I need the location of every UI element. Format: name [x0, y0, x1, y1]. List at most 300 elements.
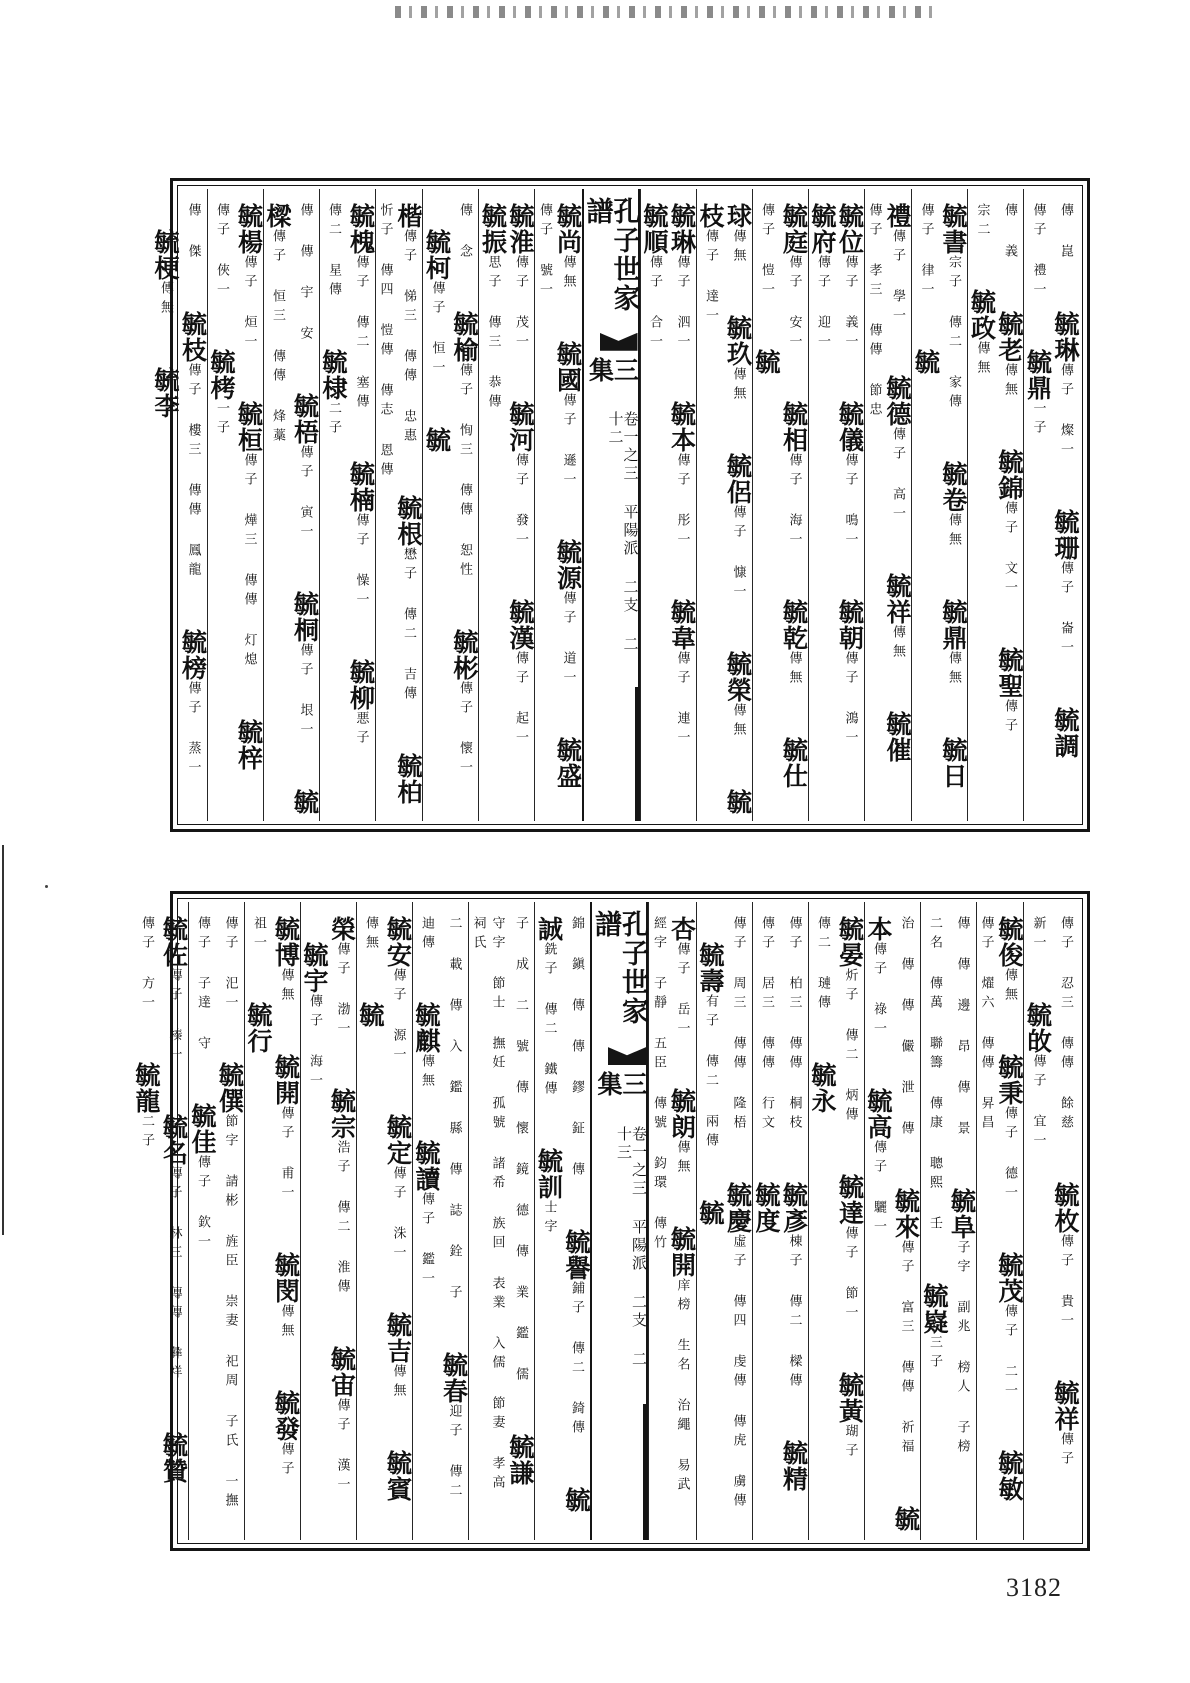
spine-info: 卷一之三 平陽派 二支 二十三: [615, 1126, 648, 1370]
lineage-note: 鏡: [513, 1162, 528, 1181]
lineage-note: 燦一: [1058, 423, 1073, 461]
lineage-note: 恂三: [457, 423, 472, 461]
lineage-note: 達一: [703, 289, 718, 327]
lineage-note: 傳子: [871, 942, 886, 980]
person-name: 毓永: [808, 1062, 837, 1114]
lineage-note: 泗一: [674, 315, 690, 353]
lineage-note: 傳: [1058, 203, 1073, 222]
lineage-note: 傳無: [674, 1140, 690, 1178]
entry-column: [648, 902, 696, 1540]
person-name: 毓吉: [383, 1312, 413, 1364]
lineage-note: 炘子: [842, 968, 858, 1006]
lineage-note: 傳子: [457, 681, 472, 719]
person-name: 毓黃: [835, 1372, 865, 1424]
lineage-note: 傳: [446, 1162, 462, 1181]
entry-column: [375, 189, 423, 821]
lineage-note: 傳: [569, 1162, 584, 1181]
person-name: 毓桐: [290, 591, 320, 643]
lineage-note: 新一: [1030, 916, 1046, 954]
lineage-note: 鐵傳: [541, 1062, 557, 1100]
lineage-note: 迎子: [446, 1404, 462, 1442]
lineage-note: 傳子: [390, 968, 406, 1006]
entry-grid-bottom: [132, 902, 1080, 1540]
entry-column: [412, 902, 468, 1540]
lineage-note: 忠惠: [401, 409, 416, 447]
lineage-note: 傳子: [842, 651, 858, 689]
person-name: 毓壽: [696, 942, 725, 994]
entry-column: [1023, 902, 1079, 1540]
lineage-note: 悪子: [353, 711, 369, 749]
lineage-note: 浩子: [334, 1140, 350, 1178]
lineage-note: 垠一: [297, 703, 313, 741]
lineage-note: 傳傳: [401, 349, 416, 387]
lineage-note: 庠榜: [674, 1278, 690, 1316]
person-name: 毓佳: [188, 1103, 217, 1155]
lineage-note: 傳子: [1002, 699, 1017, 737]
person-name: 楷: [394, 203, 423, 229]
lineage-note: 宗子: [946, 255, 961, 293]
lineage-note: 昇昌: [978, 1096, 994, 1134]
lineage-note: 傳子: [185, 363, 201, 401]
lineage-note: 聯籌: [927, 1036, 942, 1074]
lineage-note: 塞傳: [353, 375, 369, 413]
lineage-note: 三子: [927, 1335, 942, 1373]
lineage-note: 傳子: [674, 255, 690, 293]
lineage-note: 傳傳: [457, 483, 472, 521]
lineage-note: 傳子: [334, 1398, 350, 1436]
lineage-note: 懋子: [401, 547, 416, 585]
lineage-note: 傳子: [139, 916, 154, 954]
lineage-note: 周三: [730, 976, 746, 1014]
lineage-note: 恒一: [429, 341, 445, 379]
lineage-note: 儼: [898, 1039, 914, 1058]
lineage-note: 節一: [842, 1286, 858, 1324]
lineage-note: 傳子: [560, 393, 576, 431]
lineage-note: 傳子: [429, 281, 445, 319]
person-name: 毓嶷: [920, 1283, 949, 1335]
lineage-note: 傳子: [703, 229, 718, 267]
person-name: 毓茂: [995, 1252, 1024, 1304]
spine-rule: [635, 687, 638, 821]
lineage-note: 鉦: [569, 1121, 584, 1140]
entry-column: [967, 189, 1023, 821]
lineage-note: 炳傳: [842, 1088, 858, 1126]
person-name: 毓日: [939, 737, 968, 789]
page-number: 3182: [1006, 1573, 1062, 1602]
entry-column: [696, 902, 752, 1540]
person-name: 毓府: [808, 203, 837, 255]
entry-column: [207, 189, 263, 821]
lineage-note: 傳子: [786, 255, 802, 293]
person-name: 毓枚: [1051, 1182, 1080, 1234]
lineage-note: 棟子: [786, 1234, 802, 1272]
lineage-note: 號一: [537, 263, 552, 301]
person-name: 毓行: [244, 1002, 273, 1054]
lineage-note: 傳無: [730, 229, 746, 267]
lineage-note: 傳子: [898, 1240, 914, 1278]
lineage-note: 傳無: [278, 968, 294, 1006]
person-name: 毓河: [506, 401, 535, 453]
lineage-note: 傳子: [1058, 363, 1073, 401]
lineage-note: 節字: [222, 1114, 238, 1152]
person-name: 毓振: [478, 203, 508, 255]
lineage-note: 傳子: [1030, 1054, 1046, 1092]
lineage-note: 請彬: [222, 1174, 238, 1212]
lineage-note: 傳: [569, 1039, 584, 1058]
lineage-note: 合一: [647, 315, 662, 353]
lineage-note: 傳子: [334, 942, 350, 980]
lineage-note: 傳子: [730, 916, 746, 954]
lineage-note: 生名: [674, 1338, 690, 1376]
person-name: 毓榮: [723, 651, 753, 703]
lineage-note: 迪傳: [419, 916, 434, 954]
person-name: 毓榜: [178, 629, 208, 681]
lineage-note: 傳: [898, 1121, 914, 1140]
lineage-note: 傳傳: [185, 483, 201, 521]
lineage-note: 傳子: [513, 651, 528, 689]
lineage-note: 傳: [457, 203, 472, 222]
lineage-note: 子: [513, 916, 528, 935]
person-name: 毓開: [667, 1226, 697, 1278]
lineage-note: 傳無: [1002, 968, 1017, 1006]
entry-column: [263, 189, 319, 821]
person-name: 毓麒: [412, 1002, 441, 1054]
lineage-note: 傳子: [786, 453, 802, 491]
lineage-note: 旌臣: [222, 1234, 238, 1272]
person-name: 毓本: [667, 401, 697, 453]
lineage-note: 傳無: [730, 367, 746, 405]
lineage-note: 恒三: [270, 289, 285, 327]
lineage-note: 俠一: [214, 263, 229, 301]
lineage-note: 傳子: [241, 255, 257, 293]
lineage-note: 誌: [446, 1203, 462, 1222]
lineage-note: 傳傳: [898, 1360, 914, 1398]
lineage-note: 海一: [307, 1054, 322, 1092]
lineage-note: 隆梧: [730, 1096, 746, 1134]
entry-column: [1023, 189, 1079, 821]
lineage-note: 傳虎: [730, 1414, 746, 1452]
lineage-note: 傳二: [326, 203, 341, 241]
person-name: 毓晏: [835, 916, 865, 968]
lineage-note: 成: [513, 957, 528, 976]
person-name: 球: [723, 203, 753, 229]
person-name: 毓卷: [939, 461, 968, 513]
lineage-note: 汜一: [222, 976, 238, 1014]
lineage-note: 傳子: [513, 255, 528, 293]
lineage-note: 燁三: [241, 513, 257, 551]
lineage-note: 傳子: [1030, 203, 1046, 241]
lineage-note: 傳子: [815, 255, 830, 293]
lineage-note: 學一: [890, 289, 905, 327]
lineage-note: 傳: [898, 957, 914, 976]
lineage-note: 淮傳: [334, 1260, 350, 1298]
person-name: 禮: [883, 203, 912, 229]
lineage-note: 林三: [166, 1226, 182, 1264]
lineage-note: 傳: [297, 203, 313, 222]
lineage-note: 傳子: [390, 1166, 406, 1204]
entry-column: [808, 189, 864, 821]
fishtail-mark-icon: [600, 333, 638, 351]
person-name: 毓朝: [835, 599, 865, 651]
person-name: 毓玖: [723, 315, 753, 367]
lineage-note: 恕性: [457, 543, 472, 581]
lineage-note: 傳子: [278, 1442, 294, 1480]
person-name: 毓榆: [450, 311, 479, 363]
lineage-note: 治: [898, 916, 914, 935]
lineage-note: 居三: [759, 976, 774, 1014]
lineage-note: 鑑一: [419, 1252, 434, 1290]
lineage-note: 虛子: [730, 1234, 746, 1272]
person-name: 毓: [696, 1200, 725, 1226]
lineage-note: 傳子: [195, 916, 210, 954]
person-name: 毓高: [864, 1088, 893, 1140]
spine-title: 孔子世家譜: [590, 910, 648, 1026]
lineage-note: 入儒: [489, 1336, 505, 1374]
lineage-note: 傳子: [307, 994, 322, 1032]
lineage-note: 傳子: [1002, 1106, 1017, 1144]
lineage-note: 鑑: [446, 1080, 462, 1099]
lineage-note: 二子: [139, 1114, 154, 1152]
lineage-note: 入: [446, 1039, 462, 1058]
lineage-note: 安一: [786, 315, 802, 353]
lineage-note: 安: [297, 326, 313, 345]
lineage-note: 文一: [1002, 561, 1017, 599]
lineage-note: 傳: [446, 998, 462, 1017]
lineage-note: 愷一: [759, 263, 774, 301]
lineage-note: 崇妻: [222, 1294, 238, 1332]
lineage-note: 傳竹: [651, 1216, 666, 1254]
person-name: 毓訓: [534, 1148, 564, 1200]
lineage-note: 慷一: [730, 565, 746, 603]
lineage-note: 傳子: [1058, 561, 1073, 599]
lineage-note: 二: [513, 998, 528, 1017]
person-name: 毓祥: [883, 573, 912, 625]
person-name: 毓僎: [215, 1062, 245, 1114]
lineage-note: 傳子: [270, 229, 285, 267]
person-name: 毓尚: [553, 203, 583, 255]
lineage-note: 傳子: [185, 681, 201, 719]
lineage-note: 經字: [651, 916, 666, 954]
lineage-note: 傳二: [569, 1341, 584, 1379]
person-name: 毓彥: [779, 1182, 809, 1234]
lineage-note: 遜一: [560, 453, 576, 491]
entry-column: [696, 189, 752, 821]
person-name: 毓閔: [271, 1252, 301, 1304]
lineage-note: 迎一: [815, 315, 830, 353]
person-name: 毓定: [383, 1114, 413, 1166]
lineage-note: 發一: [513, 513, 528, 551]
lineage-note: 鈞環: [651, 1156, 666, 1194]
entry-column: [864, 189, 912, 821]
lineage-note: 念: [457, 244, 472, 263]
person-name: 毓楠: [346, 461, 376, 513]
lineage-note: 源一: [390, 1028, 406, 1066]
person-name: 毓: [911, 349, 941, 375]
lineage-note: 傳二: [786, 1294, 802, 1332]
lineage-note: 傳子: [759, 203, 774, 241]
lineage-note: 傳: [185, 203, 201, 222]
lineage-note: 族回: [489, 1216, 505, 1254]
lineage-note: 傳: [954, 1080, 970, 1099]
person-name: 毓開: [271, 1054, 301, 1106]
person-name: 毓柳: [346, 659, 376, 711]
lineage-note: 傳子: [166, 1166, 182, 1204]
lineage-note: 傳三: [485, 315, 501, 353]
person-name: 毓位: [835, 203, 865, 255]
person-name: 毓鼎: [1023, 349, 1053, 401]
entry-column: [300, 902, 356, 1540]
lineage-note: 蒸一: [185, 741, 201, 779]
lineage-note: 漢一: [334, 1458, 350, 1496]
lineage-note: 一子: [214, 401, 229, 439]
person-name: 毓梧: [290, 393, 320, 445]
spine-volume: 三集: [585, 356, 640, 384]
lineage-note: 傳子: [871, 1140, 886, 1178]
lineage-note: 傳傳: [166, 1286, 182, 1324]
lineage-note: 傳子: [842, 1226, 858, 1264]
lineage-note: 宗二: [974, 203, 990, 241]
person-name: 毓彬: [450, 629, 479, 681]
lineage-note: 傳無: [560, 255, 576, 293]
entry-column: [920, 902, 976, 1540]
person-name: 毓樑: [263, 203, 320, 815]
person-name: 毓來: [891, 1188, 921, 1240]
lineage-note: 傳子: [278, 1106, 294, 1144]
lineage-note: 錦: [569, 916, 584, 935]
person-name: 毓俊: [995, 916, 1024, 968]
lineage-note: 傳子: [1058, 1234, 1073, 1272]
lineage-note: 傳子: [1002, 1304, 1017, 1342]
entry-column: [422, 189, 478, 821]
person-name: 毓根: [394, 495, 423, 547]
person-name: 毓誠: [534, 916, 591, 1513]
person-name: 毓度: [752, 1182, 781, 1234]
lineage-note: 傳子: [674, 453, 690, 491]
lineage-note: 義一: [842, 315, 858, 353]
lineage-note: 方一: [139, 976, 154, 1014]
lineage-note: 傳康: [927, 1096, 942, 1134]
lineage-note: 二子: [326, 401, 341, 439]
person-name: 毓聖: [995, 647, 1024, 699]
entry-column: [534, 189, 582, 821]
entry-column: [976, 902, 1024, 1540]
lineage-note: 鋪子: [569, 1281, 584, 1319]
lineage-note: 傳無: [946, 651, 961, 689]
lineage-note: 節妻: [489, 1396, 505, 1434]
lineage-note: 聰熙: [927, 1156, 942, 1194]
lineage-note: 宜一: [1030, 1114, 1046, 1152]
lineage-note: 海一: [786, 513, 802, 551]
lineage-note: 子氏: [222, 1414, 238, 1452]
lineage-note: 德: [513, 1203, 528, 1222]
lineage-note: 傳子: [890, 427, 905, 465]
lineage-note: 懷: [513, 1121, 528, 1140]
lineage-note: 傳子: [842, 453, 858, 491]
lineage-note: 岳一: [674, 1002, 690, 1040]
person-name: 毓博: [271, 916, 301, 968]
lineage-note: 瑚子: [842, 1424, 858, 1462]
lineage-note: 泄: [898, 1080, 914, 1099]
person-name: 毓敏: [995, 1450, 1024, 1502]
lineage-note: 彤一: [674, 513, 690, 551]
lineage-note: 傳二: [815, 916, 830, 954]
lineage-note: 忻子: [377, 203, 393, 241]
person-name: 毓琳: [1051, 311, 1080, 363]
person-name: 毓賓: [383, 1450, 413, 1502]
lineage-note: 業: [513, 1285, 528, 1304]
lineage-note: 一子: [1030, 401, 1046, 439]
lineage-note: 傳萬: [927, 976, 942, 1014]
lineage-note: 傳子: [353, 255, 369, 293]
lineage-note: 傳四: [377, 263, 393, 301]
lineage-note: 傳子: [978, 916, 994, 954]
person-name: 毓名: [159, 1114, 189, 1166]
lineage-note: 富三: [898, 1300, 914, 1338]
lineage-note: 傳號: [651, 1096, 666, 1134]
lineage-note: 傳子: [918, 203, 934, 241]
person-name: 毓枝: [696, 203, 753, 815]
lineage-note: 傳子: [297, 643, 313, 681]
lineage-note: 傳二: [334, 1200, 350, 1238]
lineage-note: 傳無: [158, 281, 173, 319]
person-name: 毓龍: [132, 1062, 161, 1114]
lineage-note: 傳傳: [759, 1036, 774, 1074]
lineage-note: 節忠: [866, 383, 882, 421]
lineage-note: 傳子: [842, 255, 858, 293]
lineage-note: 傳子: [353, 513, 369, 551]
lineage-note: 壬: [927, 1216, 942, 1235]
lineage-note: 傑: [185, 244, 201, 263]
person-name: 毓朗: [667, 1088, 697, 1140]
lineage-note: 渤一: [334, 1002, 350, 1040]
entry-column: [478, 189, 534, 821]
person-name: 毓鼎: [939, 599, 968, 651]
lineage-note: 祈福: [898, 1420, 914, 1458]
lineage-note: 傳子: [419, 1192, 434, 1230]
person-name: 毓安: [383, 916, 413, 968]
lineage-note: 崙一: [1058, 621, 1073, 659]
lineage-note: 祠氏: [470, 916, 486, 954]
lineage-note: 二: [446, 916, 462, 935]
lineage-note: 貴一: [1058, 1294, 1073, 1332]
lineage-note: 樓三: [185, 423, 201, 461]
person-name: 毓德: [883, 375, 912, 427]
lineage-note: 子達: [195, 976, 210, 1014]
entry-column: [534, 902, 590, 1540]
lineage-note: 燿六: [978, 976, 994, 1014]
person-name: 毓贊: [159, 1432, 189, 1484]
lineage-note: 傳子: [1058, 1432, 1073, 1470]
person-name: 毓李: [151, 367, 180, 419]
entry-column: [152, 189, 207, 821]
lineage-note: 烽藁: [270, 409, 285, 447]
person-name: 毓盛: [553, 737, 583, 789]
person-name: 毓相: [779, 401, 809, 453]
lineage-note: 銓: [446, 1244, 462, 1263]
page-spine: [590, 902, 648, 1540]
person-name: 毓源: [553, 539, 583, 591]
entry-column: [188, 902, 244, 1540]
entry-grid-top: [151, 189, 1080, 821]
lineage-note: 傳二: [353, 315, 369, 353]
person-name: 毓宙: [327, 1346, 357, 1398]
lineage-note: 士字: [541, 1200, 557, 1238]
lineage-note: 傳: [1002, 203, 1017, 222]
lineage-note: 家傳: [946, 375, 961, 413]
lineage-note: 表業: [489, 1276, 505, 1314]
lineage-note: 鳴一: [842, 513, 858, 551]
lineage-note: 傳子: [1002, 501, 1017, 539]
